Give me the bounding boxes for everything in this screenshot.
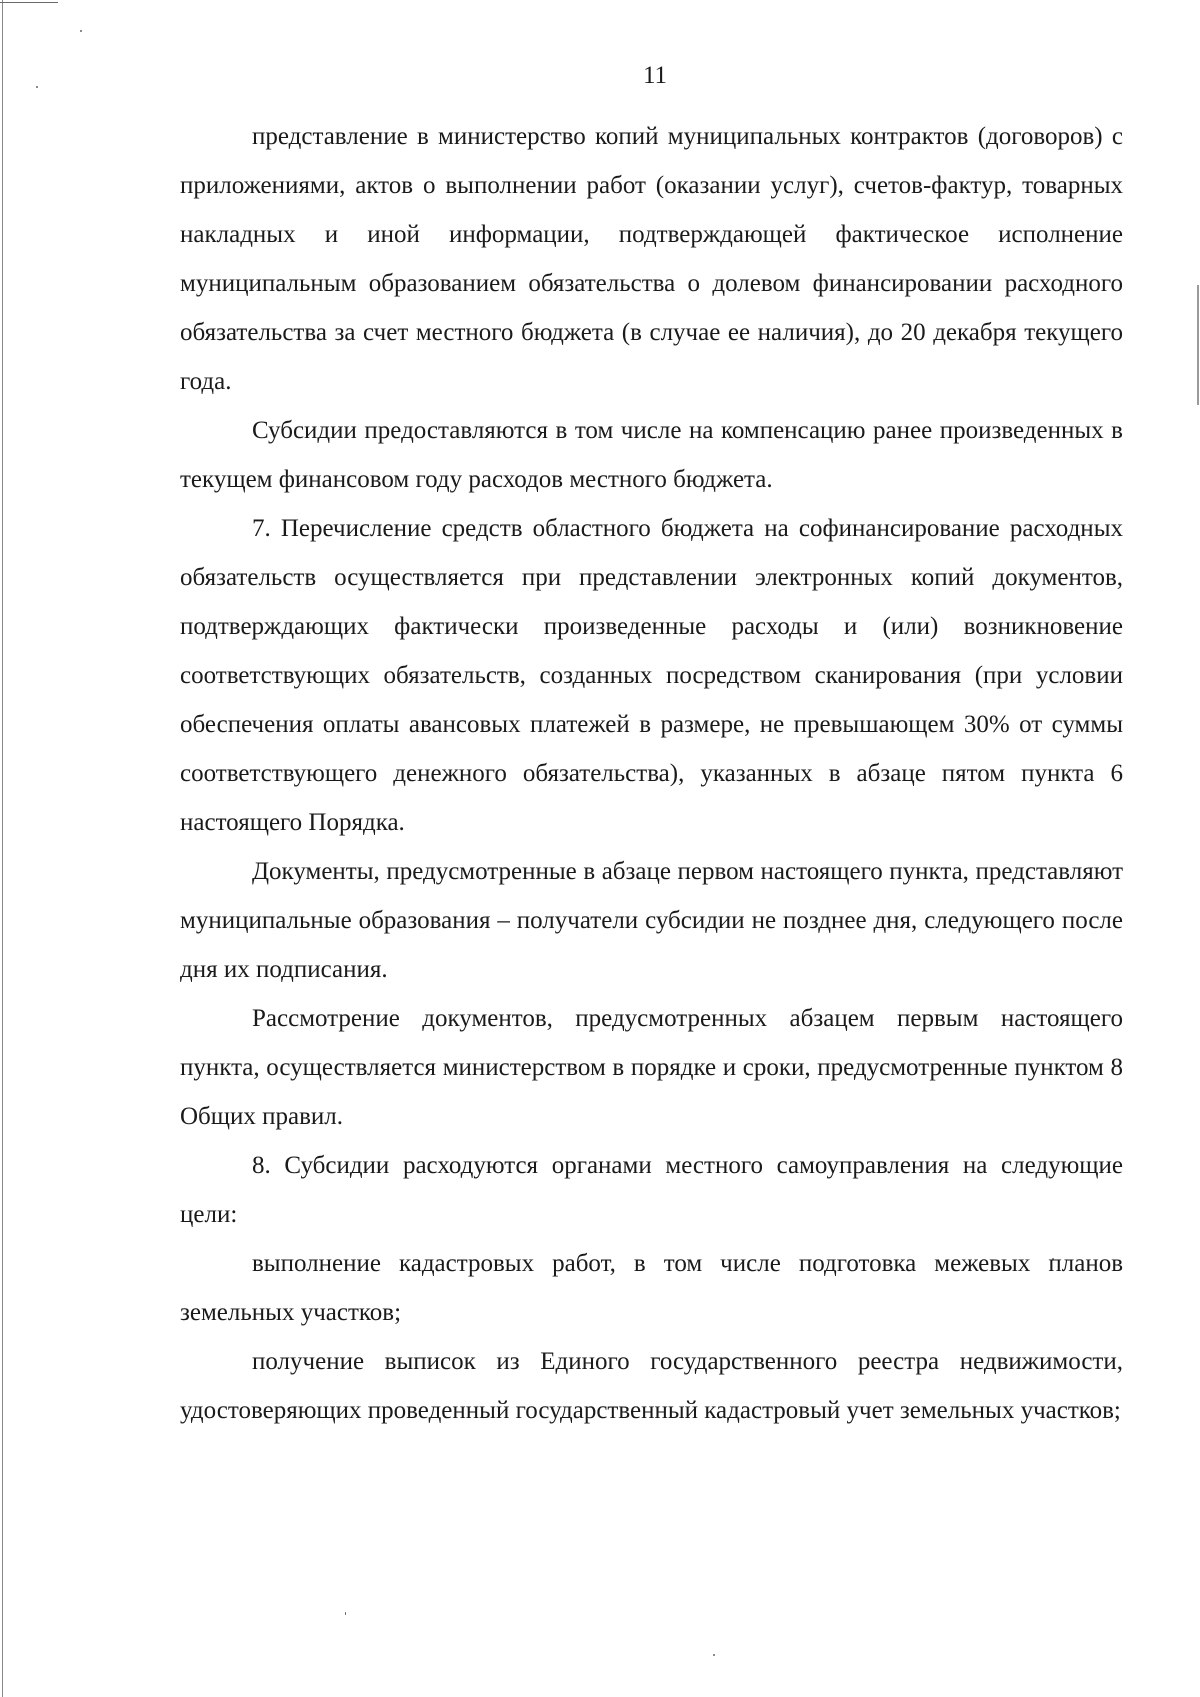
scan-edge-top [0,2,58,3]
scan-speck [80,30,82,32]
scan-edge-left [2,0,3,1697]
paragraph: Субсидии предоставляются в том числе на компенсацию ранее произведенных в текущем финансовом году расходов местного бюджета. [180,417,1123,493]
paragraph: выполнение кадастровых работ, в том числе подготовка межевых планов земельных участков; [180,1250,1123,1326]
page-number: 11 [642,62,668,89]
scan-edge-right [1197,285,1199,405]
scan-speck [713,1654,715,1656]
paragraph: 7. Перечисление средств областного бюджета на софинансирование расходных обязательств осуществляется при представлении электронных копий документов, подтверждающих фактически произведенные расходы и (или) возникновение соответствующих обязательств, созданных посредством сканирования (при условии обеспечения оплаты авансовых платежей в размере, не превышающем 30% от суммы соответствующего денежного обязательства), указанных в абзаце пятом пункта 6 настоящего Порядка. [180,515,1123,836]
paragraph: 8. Субсидии расходуются органами местного самоуправления на следующие цели: [180,1152,1123,1228]
paragraph: Документы, предусмотренные в абзаце первом настоящего пункта, представляют муниципальные образования – получатели субсидии не позднее дня, следующего после дня их подписания. [180,858,1123,983]
paragraph: получение выписок из Единого государственного реестра недвижимости, удостоверяющих проведенный государственный кадастровый учет земельных участков; [180,1348,1123,1424]
paragraph: Рассмотрение документов, предусмотренных абзацем первым настоящего пункта, осуществляется министерством в порядке и сроки, предусмотренные пунктом 8 Общих правил. [180,1005,1123,1130]
scan-speck [345,1612,346,1615]
body-text [180,112,1123,1435]
paragraph: представление в министерство копий муниципальных контрактов (договоров) с приложениями, актов о выполнении работ (оказании услуг), счетов-фактур, товарных накладных и иной информации, подтверждающей фактическое исполнение муниципальным образованием обязательства о долевом финансировании расходного обязательства за счет местного бюджета (в случае ее наличия), до 20 декабря текущего года. [180,123,1123,395]
